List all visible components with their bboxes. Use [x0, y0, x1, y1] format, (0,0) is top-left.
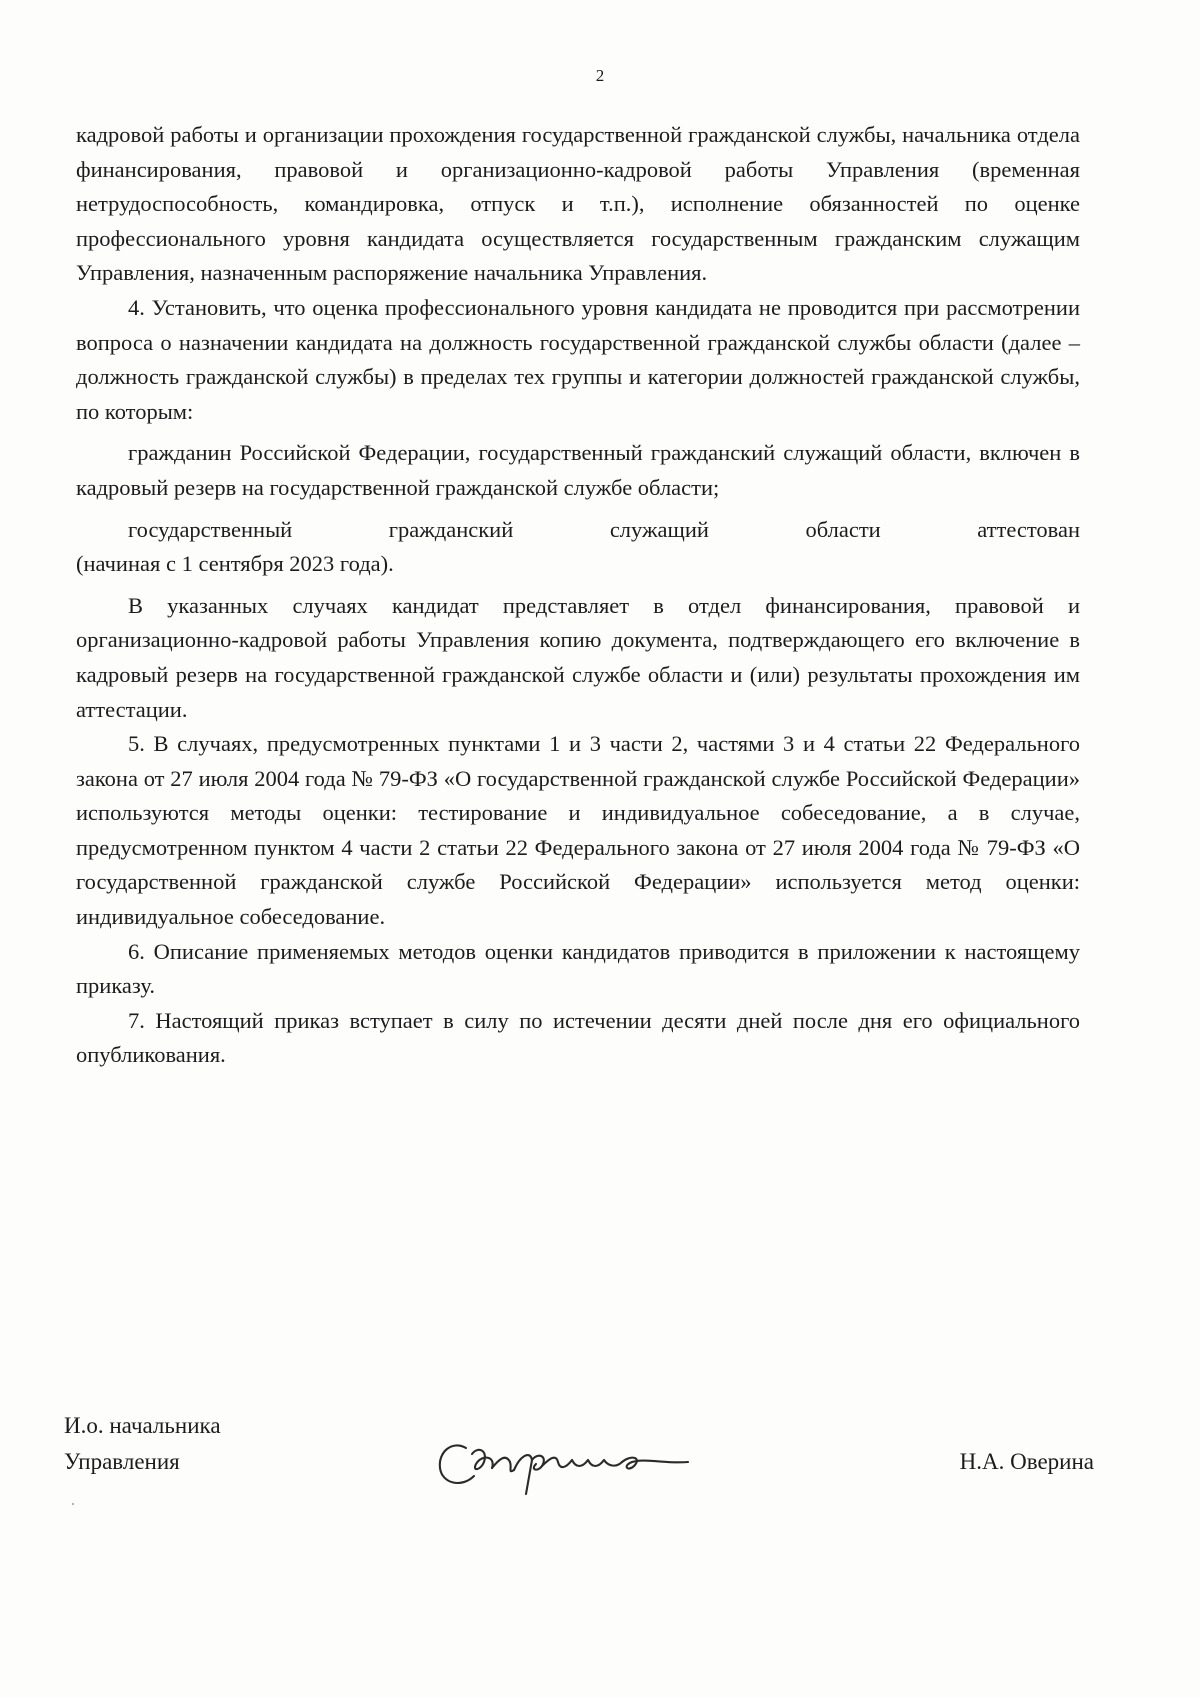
- paragraph-cases: В указанных случаях кандидат представляет в отдел финансирования, правовой и организационно-кадровой работы Управления копию документа, подтверждающего его включение в кадровый резерв на государственной гражданской службе области и (или) результаты прохождения им аттестации.: [76, 592, 1080, 722]
- signer-position-line-1: И.о. начальника: [64, 1413, 221, 1438]
- signer-position: [64, 1408, 394, 1480]
- document-body: [76, 118, 1080, 1073]
- handwritten-signature: [426, 1410, 696, 1506]
- signer-position-line-2: Управления: [64, 1449, 180, 1474]
- paragraph-item-6: 6. Описание применяемых методов оценки кандидатов приводится в приложении к настоящему приказу.: [76, 938, 1080, 999]
- paragraph-item-4: 4. Установить, что оценка профессионального уровня кандидата не проводится при рассмотрении вопроса о назначении кандидата на должность государственной гражданской службы области (далее – должность гражданской службы) в пределах тех группы и категории должностей гражданской службы, по которым:: [76, 294, 1080, 424]
- paragraph-reserve-condition: гражданин Российской Федерации, государственный гражданский служащий области, включен в кадровый резерв на государственной гражданской службе области;: [76, 440, 1080, 500]
- paragraph-attestation-condition: [76, 513, 1080, 582]
- signer-name: Н.А. Оверина: [959, 1449, 1094, 1474]
- page-number: 2: [595, 66, 605, 85]
- paragraph-item-7: 7. Настоящий приказ вступает в силу по истечении десяти дней после дня его официального опубликования.: [76, 1007, 1080, 1068]
- paragraph-continued: кадровой работы и организации прохождения государственной гражданской службы, начальника отдела финансирования, правовой и организационно-кадровой работы Управления (временная нетрудоспособность, командировка, отпуск и т.п.), исполнение обязанностей по оценке профессионального уровня кандидата осуществляется государственным гражданским служащим Управления, назначенным распоряжение начальника Управления.: [76, 122, 1080, 286]
- paragraph-item-5: 5. В случаях, предусмотренных пунктами 1 и 3 части 2, частями 3 и 4 статьи 22 Федерального закона от 27 июля 2004 года № 79-ФЗ «О государственной гражданской службе Российской Федерации» используются методы оценки: тестирование и индивидуальное собеседование, а в случае, предусмотренном пунктом 4 части 2 статьи 22 Федерального закона от 27 июля 2004 года № 79-ФЗ «О государственной гражданской службе Российской Федерации» используется метод оценки: индивидуальное собеседование.: [76, 731, 1080, 930]
- scan-speck: [72, 1503, 74, 1505]
- attestation-line-1: государственный гражданский служащий области аттестован: [128, 516, 1080, 542]
- attestation-line-2: (начиная с 1 сентября 2023 года).: [76, 551, 394, 577]
- signature-block: [64, 1408, 1094, 1518]
